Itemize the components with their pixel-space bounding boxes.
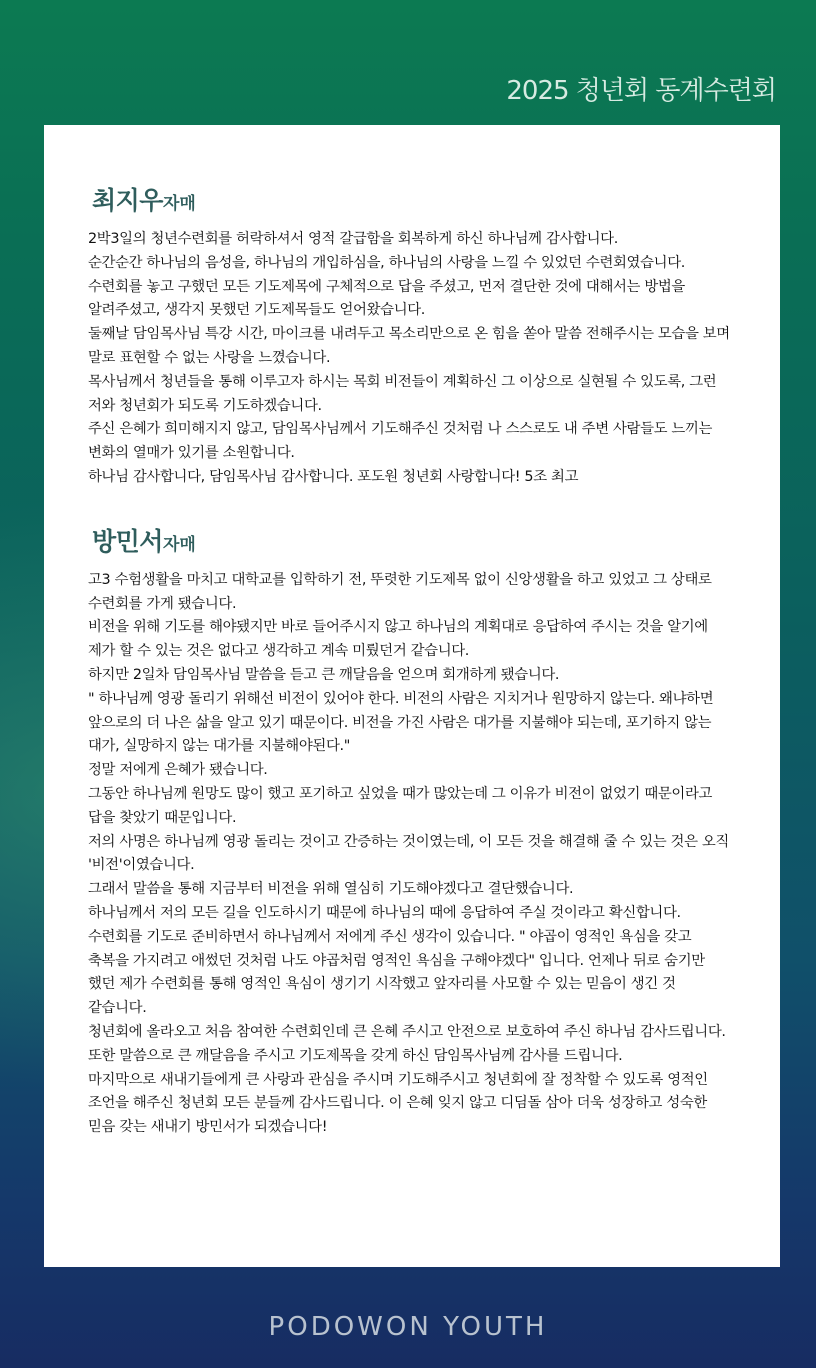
testimony-paragraph: 그래서 말씀을 통해 지금부터 비전을 위해 열심히 기도해야겠다고 결단했습니다. — [88, 881, 574, 898]
event-title: 2025 청년회 동계수련회 — [506, 76, 776, 106]
testimony-paragraph: 그동안 하나님께 원망도 많이 했고 포기하고 싶었을 때가 많았는데 그 이유가 비전이 없었기 때문이라고 답을 찾았기 때문입니다. — [88, 785, 713, 826]
testimony-paragraph: 정말 저에게 은혜가 됐습니다. — [88, 762, 268, 779]
testimony-paragraph: 비전을 위해 기도를 해야됐지만 바로 들어주시지 않고 하나님의 계획대로 응답하여 주시는 것을 알기에 제가 할 수 있는 것은 없다고 생각하고 계속 미뤘던거 같습니다. — [88, 619, 708, 660]
testimony-paragraph: 하나님께서 저의 모든 길을 인도하시기 때문에 하나님의 때에 응답하여 주실 것이라고 확신합니다. 수련회를 기도로 준비하면서 하나님께서 저에게 주신 생각이 있습니다. " 야곱이 영적인 욕심을 갖고 축복을 가지려고 애썼던 것처럼 나도 야곱처럼 영적인 욕심을 구해야겠다" 입니다. 언제나 뒤로 숨기만 했던 제가 수련회를 통해 영적인 욕심이 생기기 시작했고 앞자리를 사모할 수 있는 믿음이 생긴 것 같습니다. — [88, 904, 705, 1017]
author-suffix: 자매 — [162, 194, 196, 214]
footer-brand: PODOWON YOUTH — [268, 1312, 548, 1342]
testimony-paragraph: 청년회에 올라오고 처음 참여한 수련회인데 큰 은혜 주시고 안전으로 보호하여 주신 하나님 감사드립니다. 또한 말씀으로 큰 깨달음을 주시고 기도제목을 갖게 하신 담임목사님께 감사를 드립니다. — [88, 1023, 726, 1064]
testimony-card — [44, 125, 780, 1267]
testimony-author — [92, 526, 734, 561]
testimony-paragraph: " 하나님께 영광 돌리기 위해선 비전이 있어야 한다. 비전의 사람은 지치거나 원망하지 않는다. 왜냐하면 앞으로의 더 나은 삶을 알고 있기 때문이다. 비전을 가진 사람은 대가를 지불해야 되는데, 포기하지 않는 대가, 실망하지 않는 대가를 지불해야된다." — [88, 690, 714, 755]
testimony-paragraph: 마지막으로 새내기들에게 큰 사랑과 관심을 주시며 기도해주시고 청년회에 잘 정착할 수 있도록 영적인 조언을 해주신 청년회 모든 분들께 감사드립니다. 이 은혜 잊지 않고 디딤돌 삼아 더욱 성장하고 성숙한 믿음 갖는 새내기 방민서가 되겠습니다! — [88, 1071, 708, 1136]
testimony-paragraph: 2박3일의 청년수련회를 허락하셔서 영적 갈급함을 회복하게 하신 하나님께 감사합니다. — [88, 231, 618, 247]
author-name: 방민서 — [92, 526, 163, 556]
testimony-paragraph: 저의 사명은 하나님께 영광 돌리는 것이고 간증하는 것이였는데, 이 모든 것을 해결해 줄 수 있는 것은 오직 '비전'이였습니다. — [88, 833, 729, 874]
testimony-section — [88, 185, 734, 490]
testimony-paragraph: 목사님께서 청년들을 통해 이루고자 하시는 목회 비전들이 계획하신 그 이상으로 실현될 수 있도록, 그런 저와 청년회가 되도록 기도하겠습니다. — [88, 373, 717, 414]
testimony-author — [92, 185, 734, 220]
testimony-paragraph: 순간순간 하나님의 음성을, 하나님의 개입하심을, 하나님의 사랑을 느낄 수 있었던 수련회였습니다. 수련회를 놓고 구했던 모든 기도제목에 구체적으로 답을 주셨고, 먼저 결단한 것에 대해서는 방법을 알려주셨고, 생각지 못했던 기도제목들도 얻어왔습니다. — [88, 254, 685, 319]
testimony-paragraph: 둘째날 담임목사님 특강 시간, 마이크를 내려두고 목소리만으로 온 힘을 쏟아 말씀 전해주시는 모습을 보며 말로 표현할 수 없는 사랑을 느꼈습니다. — [88, 326, 730, 366]
testimony-paragraph: 하지만 2일차 담임목사님 말씀을 듣고 큰 깨달음을 얻으며 회개하게 됐습니다. — [88, 666, 560, 683]
testimony-paragraph: 하나님 감사합니다, 담임목사님 감사합니다. 포도원 청년회 사랑합니다! 5조 최고 — [88, 468, 579, 485]
testimony-section — [88, 526, 734, 1140]
author-suffix: 자매 — [162, 534, 196, 555]
testimony-paragraph: 고3 수험생활을 마치고 대학교를 입학하기 전, 뚜렷한 기도제목 없이 신앙생활을 하고 있었고 그 상태로 수련회를 가게 됐습니다. — [88, 571, 712, 612]
testimony-paragraph: 주신 은혜가 희미해지지 않고, 담임목사님께서 기도해주신 것처럼 나 스스로도 내 주변 사람들도 느끼는 변화의 열매가 있기를 소원합니다. — [88, 421, 713, 462]
author-name: 최지우 — [92, 186, 163, 215]
